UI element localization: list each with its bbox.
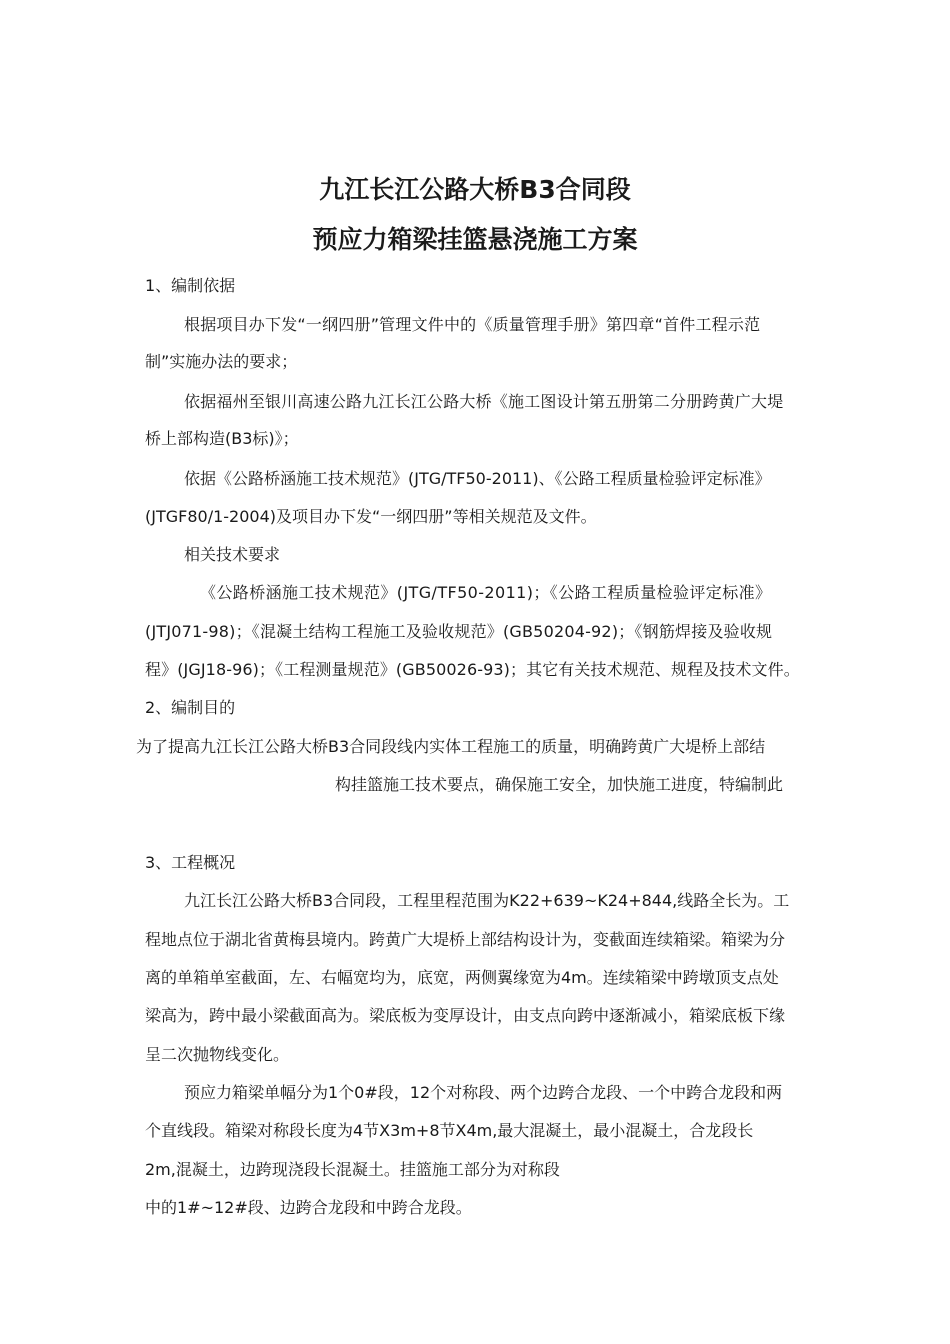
paragraph-line: (JTGF80/1-2004)及项目办下发“一纲四册”等相关规范及文件。 [145, 507, 597, 526]
document-title: 九江长江公路大桥B3合同段 [319, 175, 631, 204]
paragraph-line: 程》(JGJ18-96)；《工程测量规范》(GB50026-93)；其它有关技术规范、规程及技术文件。 [145, 660, 800, 679]
section-heading-purpose: 2、编制目的 [145, 698, 236, 717]
paragraph-line: 2m,混凝土，边跨现浇段长混凝土。挂篮施工部分为对称段 [145, 1160, 560, 1179]
paragraph-line: 构挂篮施工技术要点，确保施工安全，加快施工进度，特编制此 [335, 775, 784, 794]
paragraph-line: 梁高为，跨中最小梁截面高为。梁底板为变厚设计，由支点向跨中逐渐减小，箱梁底板下缘 [145, 1006, 786, 1025]
section-heading-basis: 1、编制依据 [145, 276, 236, 295]
section-heading-overview: 3、工程概况 [145, 853, 236, 872]
paragraph-line: 预应力箱梁单幅分为1个0#段，12个对称段、两个边跨合龙段、一个中跨合龙段和两 [184, 1083, 783, 1102]
paragraph-line: 依据《公路桥涵施工技术规范》(JTG/TF50-2011)、《公路工程质量检验评定标准》 [184, 469, 771, 488]
paragraph-line: 个直线段。箱梁对称段长度为4节X3m+8节X4m,最大混凝土，最小混凝土，合龙段长 [145, 1121, 754, 1140]
paragraph-line: 九江长江公路大桥B3合同段，工程里程范围为K22+639~K24+844,线路全长为。工 [184, 891, 790, 910]
paragraph-line: 离的单箱单室截面，左、右幅宽均为，底宽，两侧翼缘宽为4m。连续箱梁中跨墩顶支点处 [145, 968, 779, 987]
paragraph-line: 相关技术要求 [184, 545, 281, 564]
paragraph-line: 桥上部构造(B3标)》； [145, 429, 299, 448]
paragraph-line: 依据福州至银川高速公路九江长江公路大桥《施工图设计第五册第二分册跨黄广大堤 [184, 392, 784, 411]
paragraph-line: 《公路桥涵施工技术规范》(JTG/TF50-2011)；《公路工程质量检验评定标准》 [200, 583, 772, 602]
paragraph-line: 根据项目办下发“一纲四册”管理文件中的《质量管理手册》第四章“首件工程示范 [184, 315, 761, 334]
document-subtitle: 预应力箱梁挂篮悬浇施工方案 [312, 225, 638, 254]
paragraph-line: (JTJ071-98)；《混凝土结构工程施工及验收规范》(GB50204-92)；《钢筋焊接及验收规 [145, 622, 773, 641]
paragraph-line: 中的1#~12#段、边跨合龙段和中跨合龙段。 [145, 1198, 472, 1217]
paragraph-line: 为了提高九江长江公路大桥B3合同段线内实体工程施工的质量，明确跨黄广大堤桥上部结 [136, 737, 766, 756]
paragraph-line: 呈二次抛物线变化。 [145, 1045, 290, 1064]
paragraph-line: 制”实施办法的要求； [145, 352, 298, 371]
paragraph-line: 程地点位于湖北省黄梅县境内。跨黄广大堤桥上部结构设计为，变截面连续箱梁。箱梁为分 [145, 930, 786, 949]
